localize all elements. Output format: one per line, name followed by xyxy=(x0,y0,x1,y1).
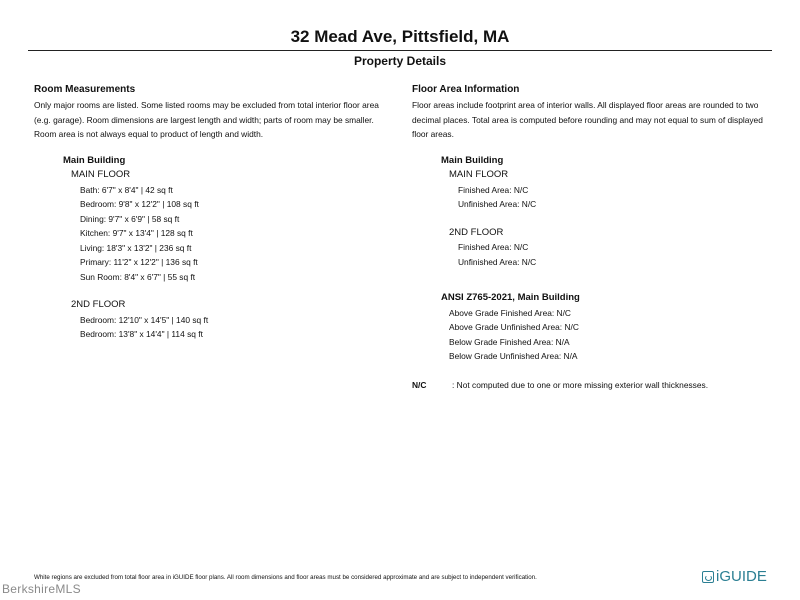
room-entry: Bedroom: 12'10" x 14'5" | 140 sq ft xyxy=(80,314,209,325)
page-subtitle: Property Details xyxy=(353,54,447,68)
room-entry: Sun Room: 8'4" x 6'7" | 55 sq ft xyxy=(80,271,196,282)
room-entry: Kitchen: 9'7" x 13'4" | 128 sq ft xyxy=(80,228,193,238)
building-name: Main Building xyxy=(63,154,126,166)
area-entry: Finished Area: N/C xyxy=(458,242,529,252)
room-entry: Living: 18'3" x 13'2" | 236 sq ft xyxy=(80,242,192,253)
ansi-entry: Above Grade Unfinished Area: N/C xyxy=(449,322,579,332)
area-entry: Finished Area: N/C xyxy=(458,184,529,195)
mls-watermark: BerkshireMLS xyxy=(2,582,81,596)
ansi-heading: ANSI Z765-2021, Main Building xyxy=(441,292,580,303)
title-divider xyxy=(28,50,772,51)
iguide-logo xyxy=(702,568,767,585)
floor-name: MAIN FLOOR xyxy=(71,169,131,180)
area-entry: Unfinished Area: N/C xyxy=(458,256,537,267)
floor-name: 2ND FLOOR xyxy=(71,299,126,310)
ansi-entry: Below Grade Finished Area: N/A xyxy=(449,336,570,347)
room-measurements-column xyxy=(34,84,404,342)
floor-area-note: floor areas. xyxy=(412,129,454,139)
iguide-logo-text: iGUIDE xyxy=(716,568,767,585)
room-measurements-note: (e.g. garage). Room dimensions are largest length and width; parts of room may be smaller. xyxy=(34,114,374,125)
room-measurements-note: Only major rooms are listed. Some listed rooms may be excluded from total interior floor area xyxy=(34,100,379,110)
floor-area-note: Floor areas include footprint area of interior walls. All displayed floor areas are rounded to two xyxy=(412,100,759,110)
room-measurements-heading: Room Measurements xyxy=(34,84,136,95)
iguide-logo-icon xyxy=(702,571,714,583)
floor-name: MAIN FLOOR xyxy=(449,169,509,180)
building-name: Main Building xyxy=(441,154,504,166)
ansi-entry: Above Grade Finished Area: N/C xyxy=(449,307,571,318)
room-entry: Bedroom: 9'8" x 12'2" | 108 sq ft xyxy=(80,199,199,209)
room-entry: Bath: 6'7" x 8'4" | 42 sq ft xyxy=(80,184,173,195)
room-entry: Primary: 11'2" x 12'2" | 136 sq ft xyxy=(80,257,198,267)
floor-area-heading: Floor Area Information xyxy=(412,84,520,95)
room-measurements-note: Room area is not always equal to product of length and width. xyxy=(34,129,264,139)
floor-name: 2ND FLOOR xyxy=(449,226,504,238)
room-entry: Bedroom: 13'8" x 14'4" | 114 sq ft xyxy=(80,329,203,339)
footer-disclaimer: White regions are excluded from total floor area in iGUIDE floor plans. All room dimensions and floor areas must be considered approximate and are subject to independent verification. xyxy=(34,574,537,581)
area-entry: Unfinished Area: N/C xyxy=(458,199,537,209)
room-entry: Dining: 9'7" x 6'9" | 58 sq ft xyxy=(80,213,180,224)
ansi-entry: Below Grade Unfinished Area: N/A xyxy=(449,351,578,361)
legend-row xyxy=(412,378,777,393)
floor-area-note: decimal places. Total area is computed before rounding and may not equal to sum of displayed xyxy=(412,114,763,125)
floor-area-column xyxy=(412,84,777,392)
legend-key: N/C xyxy=(412,379,427,390)
page-title: 32 Mead Ave, Pittsfield, MA xyxy=(290,27,510,46)
legend-text: : Not computed due to one or more missing exterior wall thicknesses. xyxy=(452,379,709,390)
